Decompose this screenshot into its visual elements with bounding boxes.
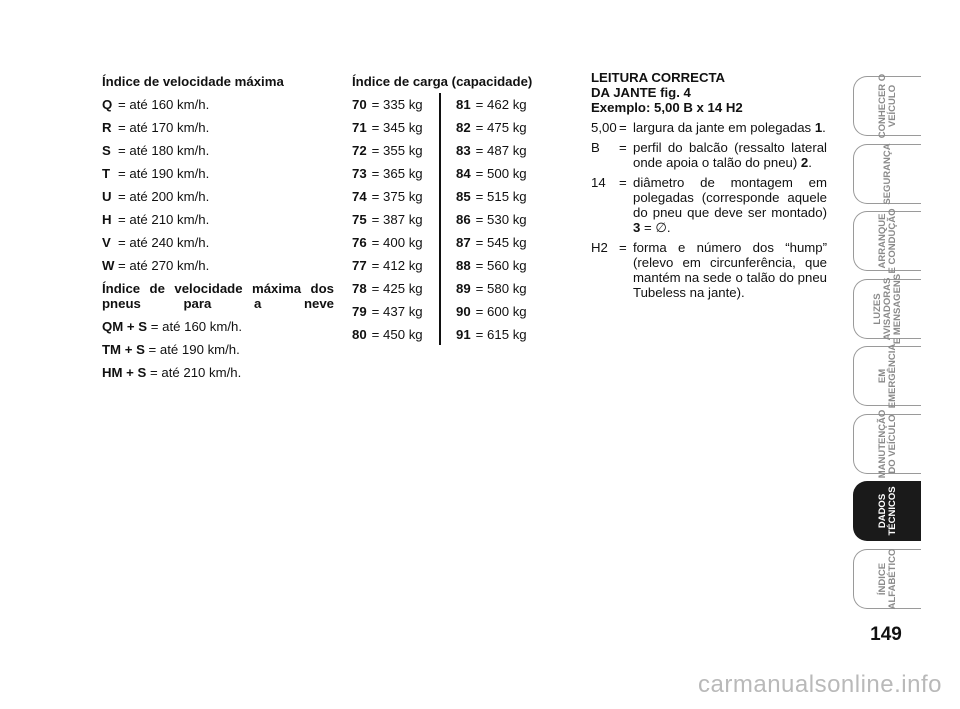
load-index-row bbox=[352, 323, 423, 346]
load-code: 81 bbox=[456, 97, 471, 112]
load-index-row bbox=[456, 323, 527, 346]
load-index-row bbox=[352, 93, 423, 116]
load-value: 412 kg bbox=[383, 258, 423, 273]
speed-code: H bbox=[102, 212, 112, 227]
figure-reference: 1 bbox=[814, 120, 823, 135]
speed-code: Q bbox=[102, 97, 113, 112]
snow-code: TM + S bbox=[102, 342, 145, 357]
rim-definition bbox=[591, 175, 827, 235]
load-code: 76 bbox=[352, 235, 367, 250]
load-value: 400 kg bbox=[383, 235, 423, 250]
equals-sign: = bbox=[118, 166, 130, 181]
equals-sign: = bbox=[619, 175, 627, 190]
load-index-row bbox=[352, 208, 423, 231]
rim-key: H2 bbox=[591, 240, 608, 255]
load-index-row bbox=[456, 300, 527, 323]
load-code: 82 bbox=[456, 120, 471, 135]
rim-description bbox=[633, 175, 827, 235]
rim-description bbox=[633, 140, 827, 170]
speed-value: até 210 km/h. bbox=[129, 212, 210, 227]
rim-definition bbox=[591, 120, 827, 135]
load-code: 73 bbox=[352, 166, 367, 181]
snow-index-row bbox=[102, 338, 334, 361]
load-value: 437 kg bbox=[383, 304, 423, 319]
snow-value: até 190 km/h. bbox=[159, 342, 240, 357]
equals-sign: = bbox=[144, 342, 160, 357]
equals-sign: = bbox=[368, 143, 384, 158]
load-index-row bbox=[352, 277, 423, 300]
rim-text: diâmetro de montagem em polegadas (corresponde aquele do pneu que deve ser montado) bbox=[633, 175, 827, 220]
equals-sign: = bbox=[472, 143, 488, 158]
section-tab-label: SEGURANÇA bbox=[881, 142, 893, 205]
load-code: 84 bbox=[456, 166, 471, 181]
load-index-row bbox=[352, 300, 423, 323]
load-index-row bbox=[456, 231, 527, 254]
equals-sign: = bbox=[368, 120, 384, 135]
equals-sign: = bbox=[619, 240, 627, 255]
load-code: 89 bbox=[456, 281, 471, 296]
load-value: 462 kg bbox=[487, 97, 527, 112]
snow-index-title: Índice de velocidade máxima dos pneus para a neve bbox=[102, 281, 334, 311]
load-index-row bbox=[352, 231, 423, 254]
speed-code: V bbox=[102, 235, 111, 250]
rim-reading-section bbox=[591, 70, 827, 300]
load-value: 355 kg bbox=[383, 143, 423, 158]
equals-sign: = bbox=[472, 235, 488, 250]
equals-sign: = bbox=[368, 166, 384, 181]
equals-sign: = bbox=[472, 281, 488, 296]
load-code: 72 bbox=[352, 143, 367, 158]
speed-index-title: Índice de velocidade máxima bbox=[102, 74, 284, 89]
rim-key: 5,00 bbox=[591, 120, 617, 135]
speed-code: T bbox=[102, 166, 111, 181]
load-code: 88 bbox=[456, 258, 471, 273]
rim-title-line1: LEITURA CORRECTA bbox=[591, 70, 726, 85]
load-code: 83 bbox=[456, 143, 471, 158]
equals-sign: = bbox=[472, 304, 488, 319]
figure-reference: 2 bbox=[800, 155, 809, 170]
rim-title-line2: DA JANTE fig. 4 bbox=[591, 85, 691, 100]
load-value: 600 kg bbox=[487, 304, 527, 319]
equals-sign: = bbox=[368, 189, 384, 204]
load-code: 91 bbox=[456, 327, 471, 342]
snow-index-row bbox=[102, 315, 334, 338]
rim-definition-list bbox=[591, 120, 827, 300]
load-index-row bbox=[456, 162, 527, 185]
load-value: 545 kg bbox=[487, 235, 527, 250]
load-index-row bbox=[352, 162, 423, 185]
section-tab[interactable] bbox=[853, 208, 921, 274]
equals-sign: = bbox=[619, 140, 627, 155]
load-value: 345 kg bbox=[383, 120, 423, 135]
rim-example: Exemplo: 5,00 B x 14 H2 bbox=[591, 100, 743, 115]
speed-index-list bbox=[102, 93, 334, 277]
equals-sign: = bbox=[118, 143, 130, 158]
section-tab-label: MANUTENÇÃO DO VEÍCULO bbox=[876, 409, 898, 478]
load-index-row bbox=[352, 139, 423, 162]
speed-index-row bbox=[102, 139, 334, 162]
snow-value: até 160 km/h. bbox=[162, 319, 243, 334]
rim-definition bbox=[591, 140, 827, 170]
equals-sign: = bbox=[368, 327, 384, 342]
rim-key: B bbox=[591, 140, 600, 155]
load-code: 78 bbox=[352, 281, 367, 296]
section-tab-label: CONHECER O VEÍCULO bbox=[876, 73, 898, 139]
load-value: 500 kg bbox=[487, 166, 527, 181]
section-tab[interactable] bbox=[853, 273, 921, 344]
speed-value: até 170 km/h. bbox=[129, 120, 210, 135]
load-index-row bbox=[456, 277, 527, 300]
section-tab[interactable] bbox=[853, 409, 921, 478]
load-index-right-column bbox=[456, 93, 527, 346]
rim-tail: . bbox=[822, 120, 826, 135]
equals-sign: = bbox=[472, 327, 488, 342]
speed-code: W bbox=[102, 258, 115, 273]
section-tab-label: LUZES AVISADORAS E MENSAGENS bbox=[871, 273, 903, 344]
load-value: 487 kg bbox=[487, 143, 527, 158]
speed-index-row bbox=[102, 185, 334, 208]
rim-description bbox=[633, 120, 827, 135]
speed-index-row bbox=[102, 162, 334, 185]
equals-sign: = bbox=[146, 365, 162, 380]
equals-sign: = bbox=[368, 281, 384, 296]
snow-code: QM + S bbox=[102, 319, 148, 334]
load-index-section bbox=[352, 70, 552, 342]
load-index-row bbox=[352, 116, 423, 139]
equals-sign: = bbox=[118, 120, 130, 135]
rim-tail: = ∅. bbox=[640, 220, 671, 235]
rim-description bbox=[633, 240, 827, 300]
rim-text: largura da jante em polegadas bbox=[633, 120, 815, 135]
snow-index-row bbox=[102, 361, 334, 384]
equals-sign: = bbox=[472, 212, 488, 227]
load-value: 515 kg bbox=[487, 189, 527, 204]
equals-sign: = bbox=[472, 258, 488, 273]
section-tab-label: ÍNDICE ALFABÉTICO bbox=[876, 548, 898, 609]
equals-sign: = bbox=[472, 189, 488, 204]
load-code: 86 bbox=[456, 212, 471, 227]
speed-value: até 200 km/h. bbox=[129, 189, 210, 204]
equals-sign: = bbox=[368, 258, 384, 273]
load-code: 75 bbox=[352, 212, 367, 227]
equals-sign: = bbox=[147, 319, 163, 334]
equals-sign: = bbox=[472, 166, 488, 181]
load-index-title: Índice de carga (capacidade) bbox=[352, 74, 533, 89]
speed-value: até 180 km/h. bbox=[129, 143, 210, 158]
load-code: 74 bbox=[352, 189, 367, 204]
rim-definition bbox=[591, 240, 827, 300]
equals-sign: = bbox=[118, 235, 130, 250]
section-tab[interactable] bbox=[853, 343, 921, 409]
speed-code: S bbox=[102, 143, 111, 158]
load-code: 79 bbox=[352, 304, 367, 319]
load-value: 560 kg bbox=[487, 258, 527, 273]
speed-code: R bbox=[102, 120, 112, 135]
speed-index-row bbox=[102, 254, 334, 277]
speed-index-section bbox=[102, 70, 334, 384]
equals-sign: = bbox=[368, 212, 384, 227]
rim-text: forma e número dos “hump” (relevo em circunferência, que mantém na sede o talão do pneu Tubeless na jante). bbox=[633, 240, 827, 300]
speed-value: até 190 km/h. bbox=[129, 166, 210, 181]
load-code: 70 bbox=[352, 97, 367, 112]
page-number: 149 bbox=[870, 624, 902, 645]
section-tab[interactable] bbox=[853, 144, 921, 204]
load-value: 375 kg bbox=[383, 189, 423, 204]
load-value: 335 kg bbox=[383, 97, 423, 112]
equals-sign: = bbox=[472, 120, 488, 135]
equals-sign: = bbox=[619, 120, 627, 135]
speed-index-row bbox=[102, 93, 334, 116]
equals-sign: = bbox=[118, 212, 130, 227]
load-index-row bbox=[456, 254, 527, 277]
equals-sign: = bbox=[368, 97, 384, 112]
snow-code: HM + S bbox=[102, 365, 147, 380]
load-value: 387 kg bbox=[383, 212, 423, 227]
section-tab[interactable] bbox=[853, 73, 921, 139]
load-index-row bbox=[456, 185, 527, 208]
load-index-row bbox=[352, 254, 423, 277]
speed-index-row bbox=[102, 231, 334, 254]
speed-index-row bbox=[102, 116, 334, 139]
rim-tail: . bbox=[808, 155, 812, 170]
figure-reference: 3 bbox=[633, 220, 641, 235]
load-value: 365 kg bbox=[383, 166, 423, 181]
column-divider bbox=[439, 93, 441, 345]
section-tab-label: DADOS TÉCNICOS bbox=[876, 486, 898, 536]
snow-index-list bbox=[102, 315, 334, 384]
load-value: 425 kg bbox=[383, 281, 423, 296]
section-tab[interactable] bbox=[853, 481, 921, 541]
load-index-row bbox=[456, 93, 527, 116]
watermark: carmanualsonline.info bbox=[698, 671, 942, 698]
load-index-row bbox=[456, 208, 527, 231]
load-index-row bbox=[456, 116, 527, 139]
equals-sign: = bbox=[368, 235, 384, 250]
equals-sign: = bbox=[118, 97, 130, 112]
load-index-row bbox=[352, 185, 423, 208]
load-code: 87 bbox=[456, 235, 471, 250]
speed-value: até 240 km/h. bbox=[129, 235, 210, 250]
load-value: 530 kg bbox=[487, 212, 527, 227]
rim-text: perfil do balcão (ressalto lateral onde apoia o talão do pneu) bbox=[633, 140, 827, 170]
load-value: 450 kg bbox=[383, 327, 423, 342]
equals-sign: = bbox=[472, 97, 488, 112]
load-index-left-column bbox=[352, 93, 423, 346]
section-tab[interactable] bbox=[853, 549, 921, 609]
speed-value: até 160 km/h. bbox=[129, 97, 210, 112]
rim-key: 14 bbox=[591, 175, 606, 190]
load-index-row bbox=[456, 139, 527, 162]
section-tab-label: ARRANQUE E CONDUÇÃO bbox=[876, 208, 898, 274]
load-value: 580 kg bbox=[487, 281, 527, 296]
equals-sign: = bbox=[368, 304, 384, 319]
load-value: 475 kg bbox=[487, 120, 527, 135]
speed-value: até 270 km/h. bbox=[129, 258, 210, 273]
snow-value: até 210 km/h. bbox=[161, 365, 242, 380]
load-code: 80 bbox=[352, 327, 367, 342]
load-code: 85 bbox=[456, 189, 471, 204]
equals-sign: = bbox=[118, 258, 130, 273]
load-code: 90 bbox=[456, 304, 471, 319]
load-code: 77 bbox=[352, 258, 367, 273]
equals-sign: = bbox=[118, 189, 130, 204]
load-value: 615 kg bbox=[487, 327, 527, 342]
speed-index-row bbox=[102, 208, 334, 231]
section-tab-label: EM EMERGÊNCIA bbox=[876, 343, 898, 409]
speed-code: U bbox=[102, 189, 112, 204]
load-code: 71 bbox=[352, 120, 367, 135]
